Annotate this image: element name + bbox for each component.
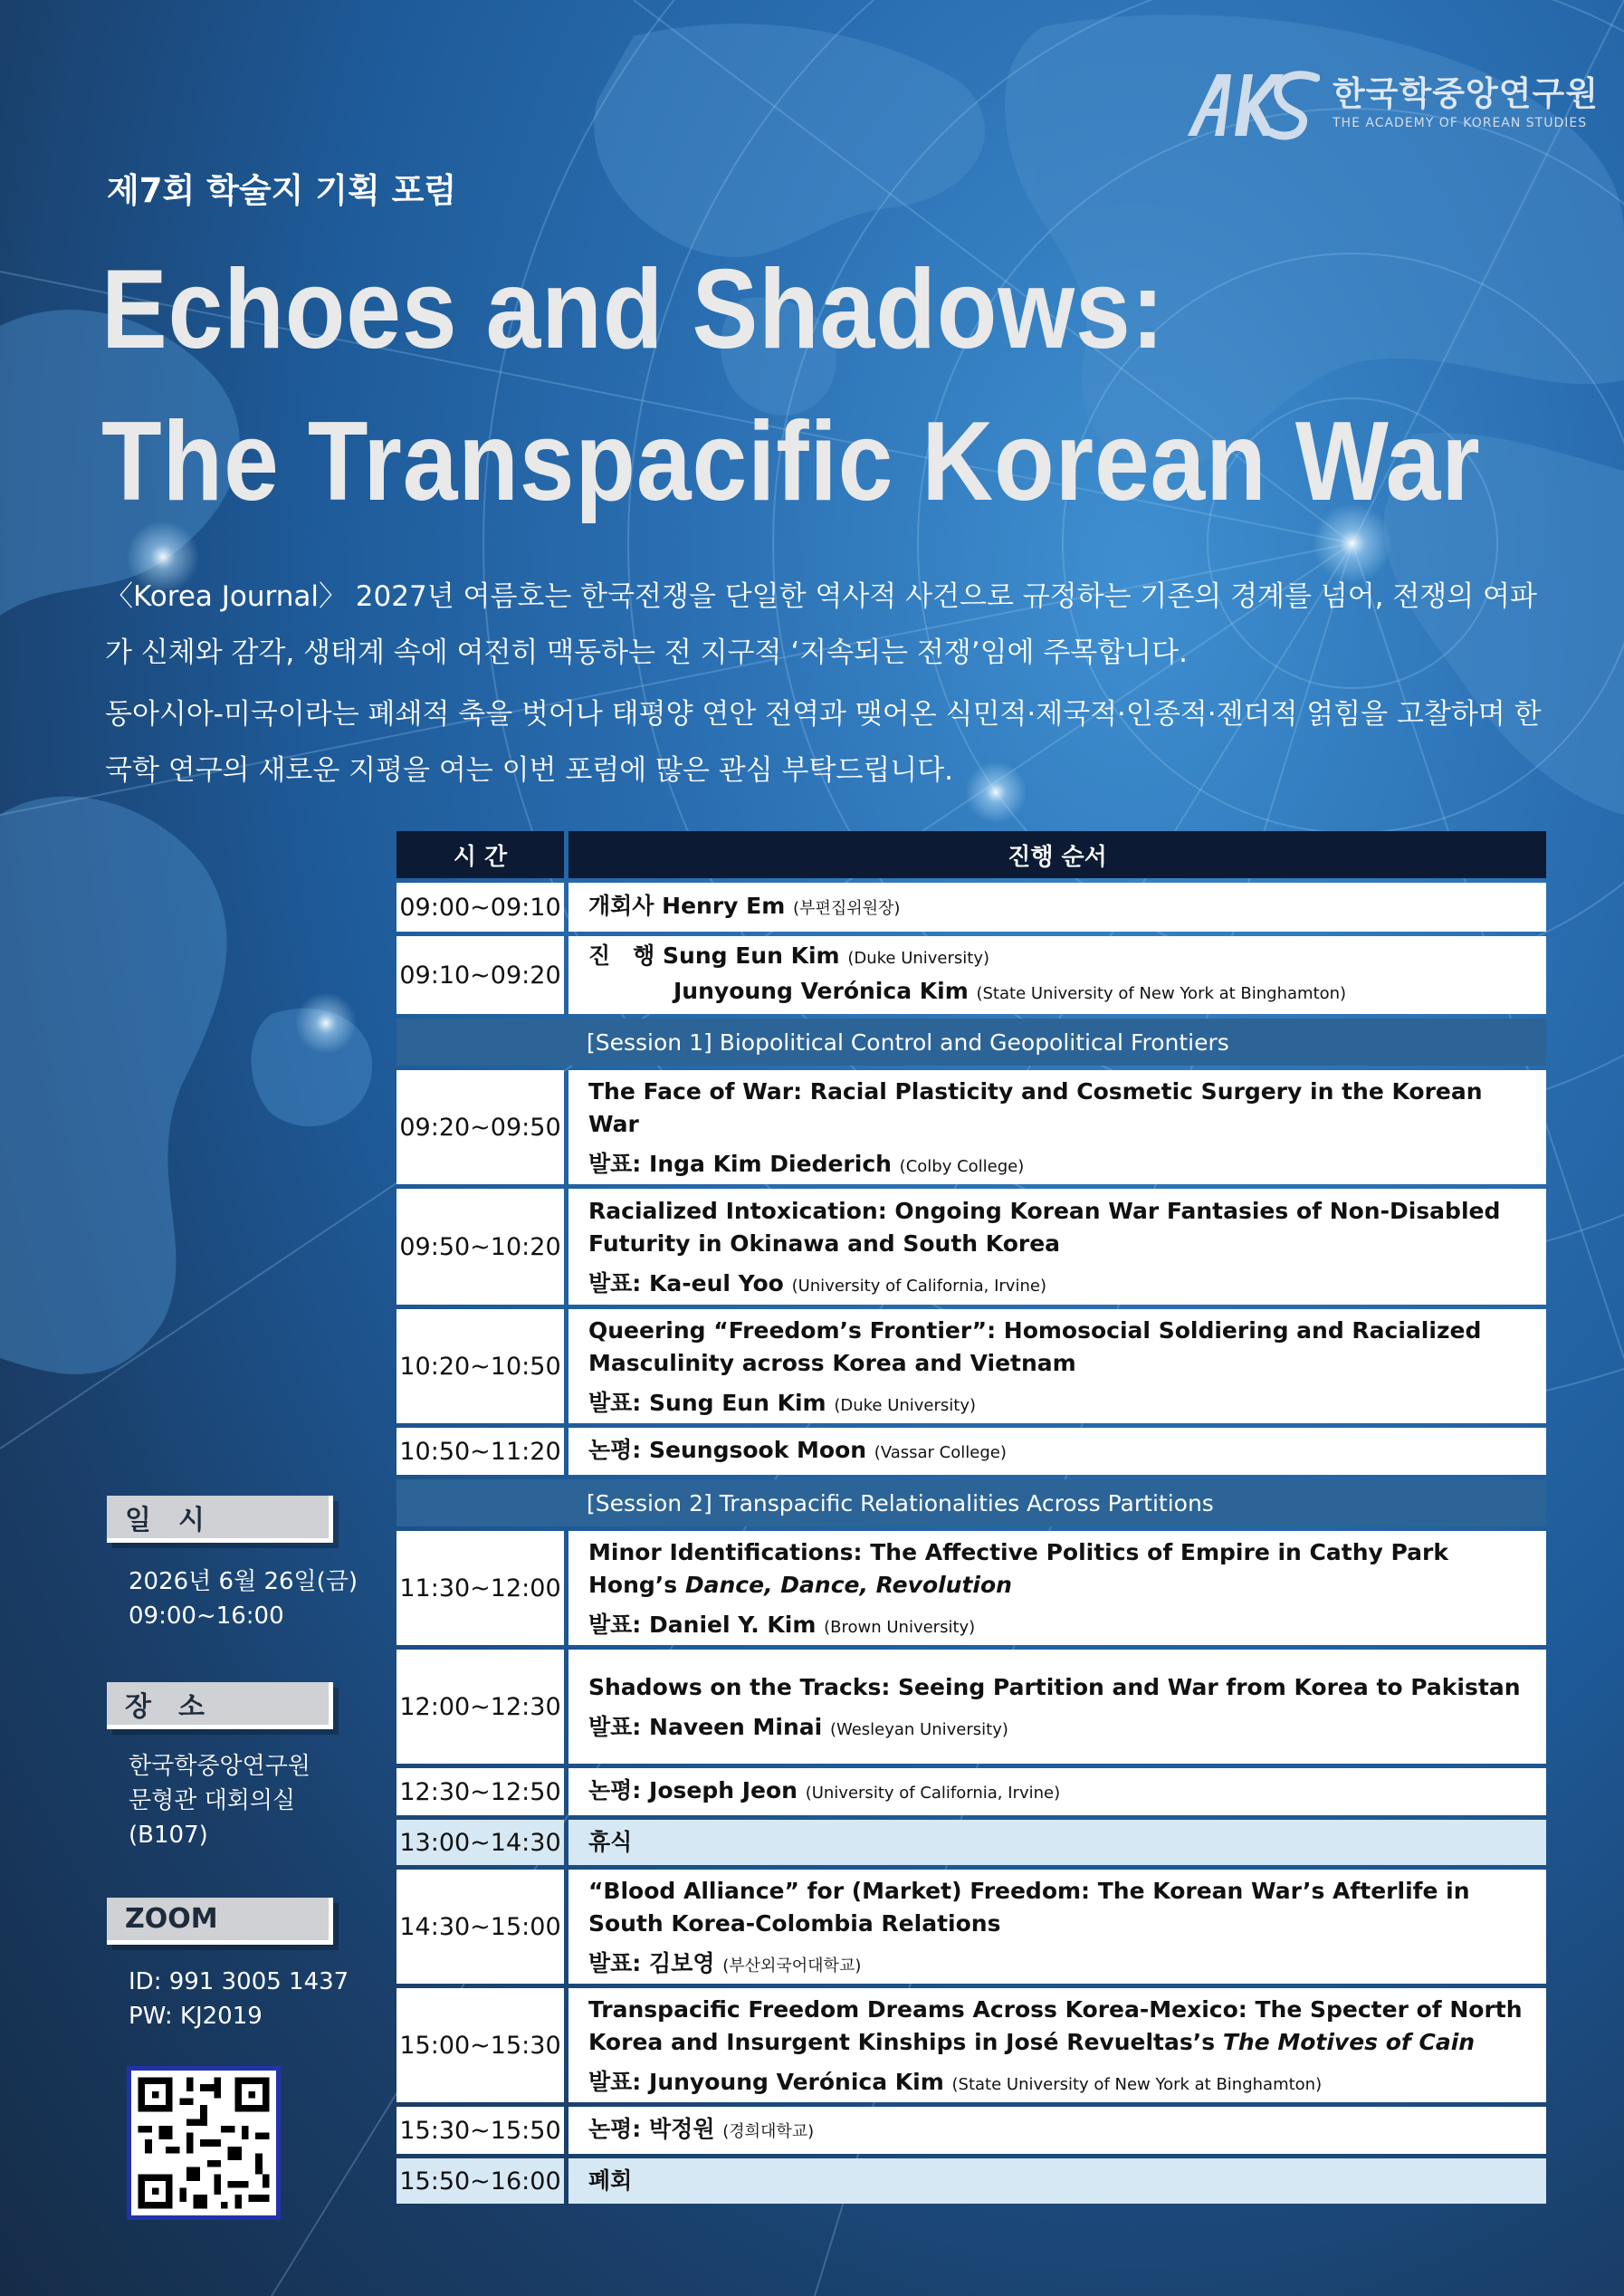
presenter-line — [588, 2113, 1526, 2148]
person-name: Sung Eun Kim — [663, 942, 840, 969]
content-cell — [568, 1870, 1546, 1984]
content-cell — [568, 2107, 1546, 2154]
affiliation: (State University of New York at Binghamton) — [976, 984, 1347, 1003]
schedule-header — [396, 831, 1546, 878]
content-cell — [568, 1820, 1546, 1865]
presenter-line — [588, 1146, 1526, 1179]
time-cell: 15:00~15:30 — [396, 1988, 564, 2102]
person-name: Naveen Minai — [649, 1714, 823, 1740]
person-name: Sung Eun Kim — [649, 1390, 826, 1416]
org-name-korean: 한국학중앙연구원 — [1333, 73, 1599, 113]
presenter-line — [588, 1709, 1526, 1742]
role-label: 논평: — [588, 2115, 642, 2142]
person-name: Inga Kim Diederich — [649, 1151, 892, 1177]
role-label: 발표: — [588, 1950, 642, 1976]
content-cell — [568, 1531, 1546, 1645]
content-cell — [568, 936, 1546, 1014]
presenter-line — [588, 1385, 1526, 1418]
role-label: 발표: — [588, 1714, 642, 1740]
time-cell: 12:00~12:30 — [396, 1650, 564, 1764]
paper-title — [588, 1994, 1526, 2059]
time-cell: 14:30~15:00 — [396, 1870, 564, 1984]
aks-logo-mark-icon — [1184, 65, 1320, 141]
paper-title-italic: The Motives of Cain — [1222, 2029, 1476, 2055]
role-label: 진 행 — [588, 942, 655, 969]
event-date: 2026년 6월 26일(금) — [129, 1568, 358, 1595]
schedule-row — [396, 936, 1546, 1014]
zoom-info — [129, 1965, 349, 2033]
paper-title-text: Minor Identifications: The Affective Politics of Empire in Cathy Park Hong’s — [588, 1539, 1448, 1598]
role-label: 논평: — [588, 1776, 642, 1803]
affiliation: (부산외국어대학교) — [722, 1956, 862, 1976]
role-label: 폐회 — [588, 2167, 633, 2194]
time-cell: 15:30~15:50 — [396, 2107, 564, 2154]
content-cell — [568, 1988, 1546, 2102]
role-label: 발표: — [588, 1270, 642, 1296]
person-name: Seungsook Moon — [649, 1436, 867, 1463]
time-cell: 10:20~10:50 — [396, 1309, 564, 1423]
affiliation: (부편집위원장) — [793, 898, 901, 918]
date-label: 일 시 — [107, 1496, 333, 1543]
presenter-line — [588, 890, 1526, 925]
affiliation: (Duke University) — [847, 949, 990, 968]
person-name: 김보영 — [649, 1950, 715, 1976]
zoom-label: ZOOM — [107, 1898, 333, 1945]
title-line-2: The Transpacific Korean War — [101, 399, 1481, 524]
paper-title-text: Queering “Freedom’s Frontier”: Homosocial Soldiering and Racialized Masculinity across Korea and Vietnam — [588, 1317, 1482, 1376]
schedule-row — [396, 1988, 1546, 2102]
paper-title-text: Shadows on the Tracks: Seeing Partition and War from Korea to Pakistan — [588, 1674, 1521, 1700]
page-title — [101, 234, 1481, 538]
schedule-row — [396, 1768, 1546, 1815]
intro-paragraph-1: 〈Korea Journal〉 2027년 여름호는 한국전쟁을 단일한 역사적 사건으로 규정하는 기존의 경계를 넘어, 전쟁의 여파가 신체와 감각, 생태계 속에 여전히 맥동하는 전 지구적 ‘지속되는 전쟁’임에 주목합니다. — [105, 580, 1537, 669]
person-name: Ka-eul Yoo — [649, 1270, 784, 1296]
content-cell — [568, 1650, 1546, 1764]
venue-info — [129, 1749, 310, 1852]
affiliation: (Vassar College) — [874, 1442, 1007, 1462]
schedule-table — [396, 831, 1546, 2204]
time-cell: 13:00~14:30 — [396, 1820, 564, 1865]
time-cell: 09:10~09:20 — [396, 936, 564, 1014]
person-name: Joseph Jeon — [649, 1776, 798, 1803]
presenter-line — [588, 940, 1526, 975]
paper-title — [588, 1076, 1526, 1141]
person-name: Junyoung Verónica Kim — [649, 2069, 944, 2095]
presenter-line — [588, 1775, 1526, 1810]
time-cell: 15:50~16:00 — [396, 2158, 564, 2204]
session-header: [Session 1] Biopolitical Control and Geopolitical Frontiers — [396, 1019, 1546, 1066]
affiliation: (State University of New York at Binghamton) — [951, 2075, 1323, 2094]
header-program: 진행 순서 — [568, 831, 1546, 878]
time-cell: 10:50~11:20 — [396, 1428, 564, 1475]
event-time: 09:00~16:00 — [129, 1602, 284, 1630]
time-cell: 09:00~09:10 — [396, 883, 564, 932]
intro-paragraph-2: 동아시아-미국이라는 폐쇄적 축을 벗어나 태평양 연안 전역과 맺어온 식민적·제국적·인종적·젠더적 얽힘을 고찰하며 한국학 연구의 새로운 지평을 여는 이번 포럼에 많은 관심 부탁드립니다. — [105, 698, 1542, 787]
schedule-row — [396, 1870, 1546, 1984]
content-cell — [568, 1070, 1546, 1184]
session-header: [Session 2] Transpacific Relationalities Across Partitions — [396, 1479, 1546, 1526]
paper-title — [588, 1875, 1526, 1940]
schedule-row — [396, 1531, 1546, 1645]
affiliation: (Colby College) — [899, 1157, 1025, 1176]
person-name: Junyoung Verónica Kim — [673, 978, 969, 1004]
paper-title-italic: Dance, Dance, Revolution — [684, 1572, 1012, 1598]
schedule-row — [396, 1309, 1546, 1423]
presenter-line — [588, 1266, 1526, 1298]
role-label: 휴식 — [588, 1829, 633, 1855]
aks-logo — [1184, 65, 1599, 141]
role-label: 개회사 — [588, 892, 654, 919]
venue-line-2: 문형관 대회의실 — [129, 1787, 296, 1814]
venue-label: 장 소 — [107, 1682, 333, 1729]
presenter-line-2 — [588, 975, 1526, 1010]
role-label: 발표: — [588, 1612, 642, 1638]
time-cell: 09:50~10:20 — [396, 1189, 564, 1305]
time-cell: 11:30~12:00 — [396, 1531, 564, 1645]
presenter-line — [588, 1946, 1526, 1978]
presenter-line — [588, 2064, 1526, 2097]
paper-title — [588, 1315, 1526, 1380]
role-label: 발표: — [588, 2069, 642, 2095]
schedule-row — [396, 1428, 1546, 1475]
affiliation: (University of California, Irvine) — [791, 1277, 1046, 1296]
break-row — [396, 2158, 1546, 2204]
zoom-qr-code-icon[interactable] — [127, 2066, 281, 2220]
paper-title — [588, 1195, 1526, 1260]
content-cell — [568, 883, 1546, 932]
affiliation: (경희대학교) — [722, 2121, 815, 2141]
content-cell — [568, 2158, 1546, 2204]
schedule-row — [396, 1189, 1546, 1305]
presenter-line — [588, 2165, 1526, 2197]
zoom-password: PW: KJ2019 — [129, 2003, 263, 2030]
presenter-line — [588, 1434, 1526, 1469]
role-label: 논평: — [588, 1436, 642, 1463]
content-cell — [568, 1189, 1546, 1305]
org-name-english: THE ACADEMY OF KOREAN STUDIES — [1333, 116, 1588, 131]
title-line-1: Echoes and Shadows: — [101, 247, 1165, 372]
venue-line-1: 한국학중앙연구원 — [129, 1753, 310, 1780]
content-cell — [568, 1428, 1546, 1475]
affiliation: (University of California, Irvine) — [805, 1783, 1061, 1803]
paper-title-text: Transpacific Freedom Dreams Across Korea-Mexico: The Specter of North Korea and Insurgent Kinships in José Revueltas’s — [588, 1996, 1523, 2055]
schedule-row — [396, 1650, 1546, 1764]
header-time: 시 간 — [396, 831, 564, 878]
affiliation: (Brown University) — [824, 1618, 976, 1637]
zoom-id: ID: 991 3005 1437 — [129, 1968, 349, 1995]
time-cell: 12:30~12:50 — [396, 1768, 564, 1815]
content-cell — [568, 1309, 1546, 1423]
affiliation: (Duke University) — [834, 1396, 977, 1415]
break-row — [396, 1820, 1546, 1865]
content-cell — [568, 1768, 1546, 1815]
person-name: Daniel Y. Kim — [649, 1612, 817, 1638]
schedule-row — [396, 883, 1546, 932]
paper-title-text: Racialized Intoxication: Ongoing Korean War Fantasies of Non-Disabled Futurity in Okinawa and South Korea — [588, 1198, 1501, 1257]
schedule-row — [396, 1070, 1546, 1184]
paper-title — [588, 1671, 1526, 1704]
schedule-row — [396, 2107, 1546, 2154]
paper-title-text: The Face of War: Racial Plasticity and Cosmetic Surgery in the Korean War — [588, 1078, 1483, 1137]
person-name: 박정원 — [649, 2115, 715, 2142]
paper-title — [588, 1536, 1526, 1602]
role-label: 발표: — [588, 1390, 642, 1416]
person-name: Henry Em — [662, 892, 786, 919]
presenter-line — [588, 1826, 1526, 1859]
time-cell: 09:20~09:50 — [396, 1070, 564, 1184]
paper-title-text: “Blood Alliance” for (Market) Freedom: The Korean War’s Afterlife in South Korea-Colombia Relations — [588, 1878, 1470, 1937]
affiliation: (Wesleyan University) — [829, 1720, 1008, 1739]
role-label: 발표: — [588, 1151, 642, 1177]
venue-line-3: (B107) — [129, 1822, 208, 1849]
date-info — [129, 1564, 358, 1633]
presenter-line — [588, 1607, 1526, 1640]
forum-subtitle: 제7회 학술지 기획 포럼 — [107, 171, 457, 210]
